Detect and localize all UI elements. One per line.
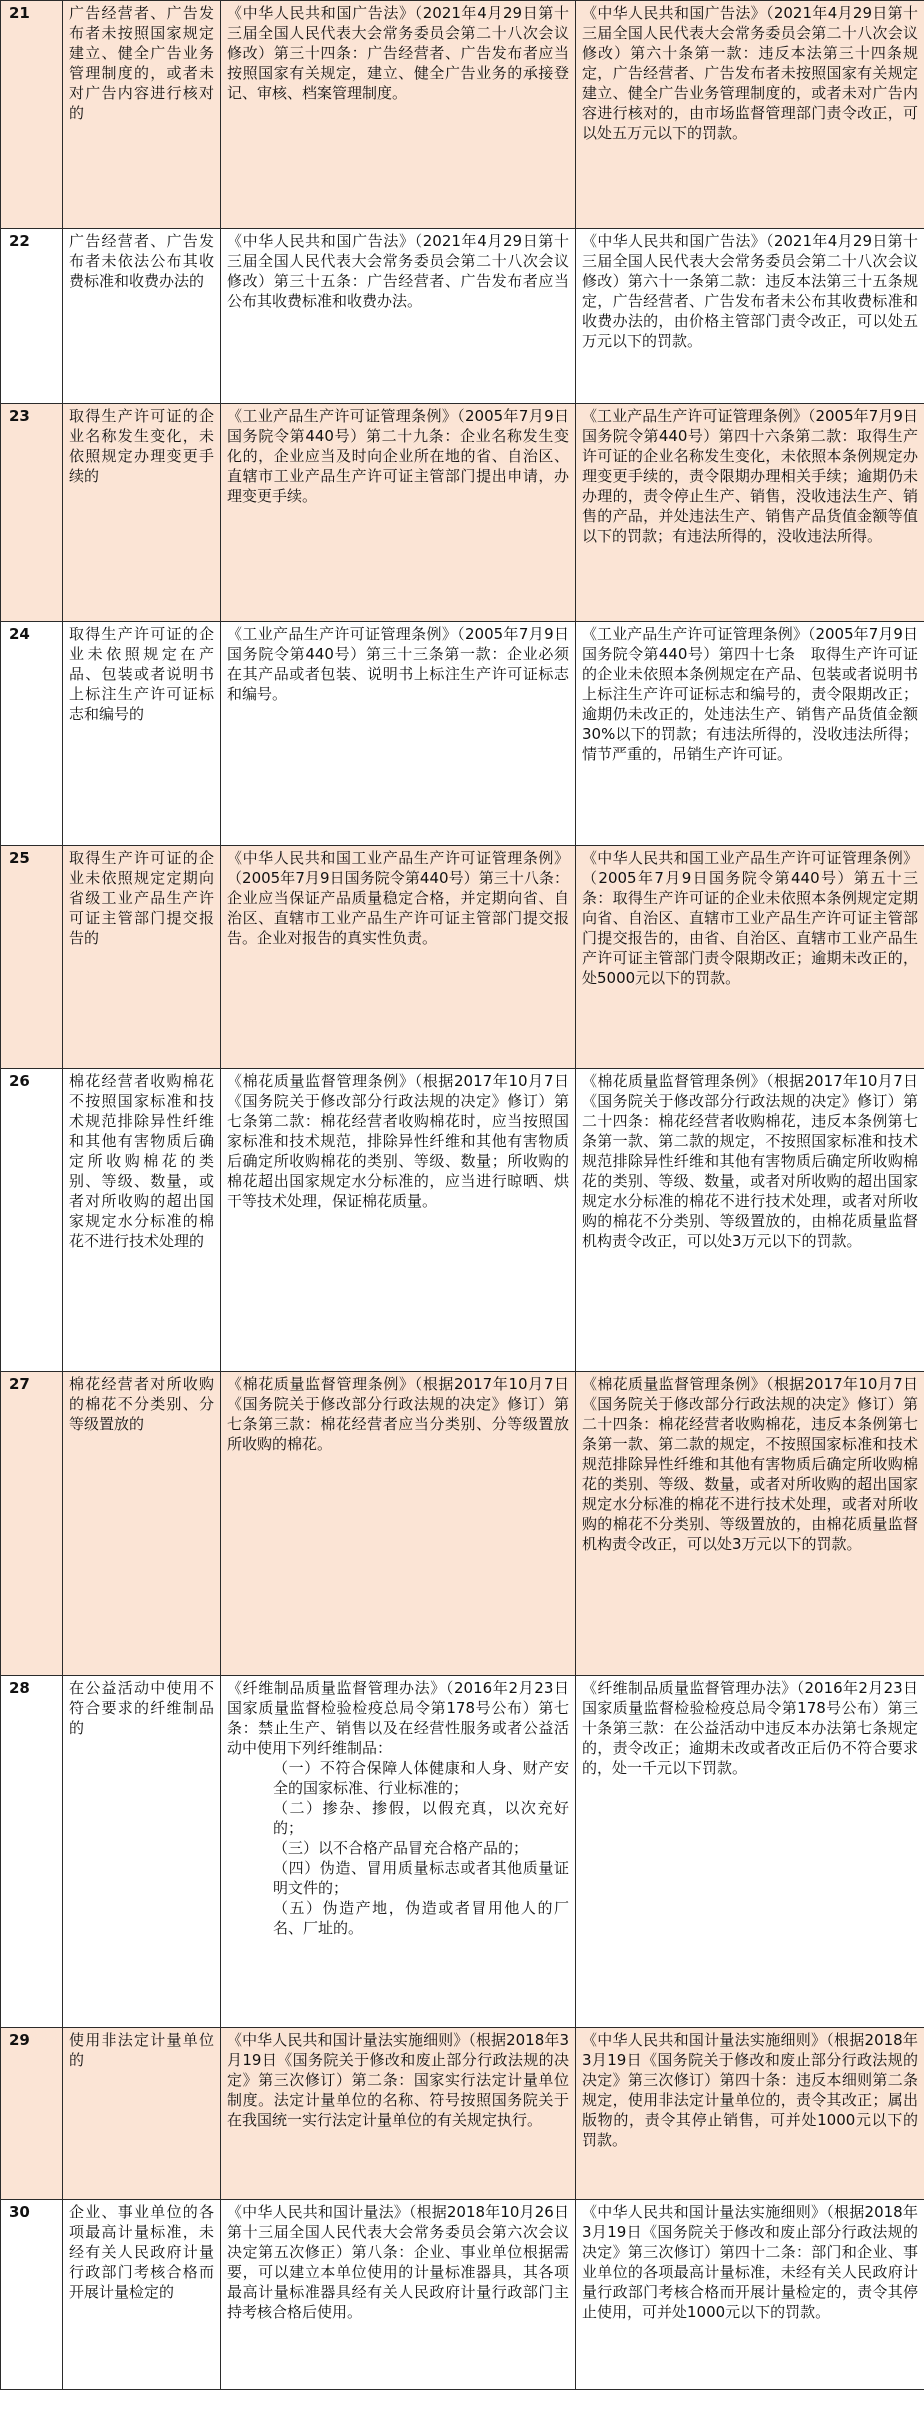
row-number: 23 [1, 404, 63, 622]
legal-basis: 《中华人民共和国工业产品生产许可证管理条例》（2005年7月9日国务院令第440号）第三十八条：企业应当保证产品质量稳定合格，并定期向省、自治区、直辖市工业产品生产许可证主管部门提交报告。企业对报告的真实性负责。 [221, 846, 576, 1069]
row-number: 24 [1, 622, 63, 846]
legal-basis-item: （四）伪造、冒用质量标志或者其他质量证明文件的； [273, 1859, 569, 1897]
legal-basis: 《棉花质量监督管理条例》（根据2017年10月7日《国务院关于修改部分行政法规的决定》修订）第七条第三款：棉花经营者应当分类别、分等级置放所收购的棉花。 [221, 1372, 576, 1676]
legal-basis: 《中华人民共和国计量法》（根据2018年10月26日第十三届全国人民代表大会常务委员会第六次会议决定第五次修正）第八条：企业、事业单位根据需要，可以建立本单位使用的计量标准器具，其各项最高计量标准器具经有关人民政府计量行政部门主持考核合格后使用。 [221, 2200, 576, 2390]
table-row [1, 1069, 924, 1372]
table-row [1, 1, 924, 229]
legal-basis: 《中华人民共和国广告法》（2021年4月29日第十三届全国人民代表大会常务委员会第二十八次会议修改）第三十四条：广告经营者、广告发布者应当按照国家有关规定，建立、健全广告业务的承接登记、审核、档案管理制度。 [221, 1, 576, 229]
penalty-provision: 《中华人民共和国广告法》（2021年4月29日第十三届全国人民代表大会常务委员会第二十八次会议修改）第六十条第一款：违反本法第三十四条规定，广告经营者、广告发布者未按照国家有关规定建立、健全广告业务管理制度的，或者未对广告内容进行核对的，由市场监督管理部门责令改正，可以处五万元以下的罚款。 [576, 1, 924, 229]
legal-basis: 《棉花质量监督管理条例》（根据2017年10月7日《国务院关于修改部分行政法规的决定》修订）第七条第二款：棉花经营者收购棉花时，应当按照国家标准和技术规范，排除异性纤维和其他有害物质后确定所收购棉花的类别、等级、数量；所收购的棉花超出国家规定水分标准的，应当进行晾晒、烘干等技术处理，保证棉花质量。 [221, 1069, 576, 1372]
violation-description: 取得生产许可证的企业名称发生变化，未依照规定办理变更手续的 [63, 404, 221, 622]
row-number: 22 [1, 229, 63, 404]
penalty-provision: 《中华人民共和国工业产品生产许可证管理条例》（2005年7月9日国务院令第440号）第五十三条：取得生产许可证的企业未依照本条例规定定期向省、自治区、直辖市工业产品生产许可证主管部门提交报告的，由省、自治区、直辖市工业产品生产许可证主管部门责令限期改正；逾期未改正的，处5000元以下的罚款。 [576, 846, 924, 1069]
penalty-provision: 《中华人民共和国计量法实施细则》（根据2018年3月19日《国务院关于修改和废止部分行政法规的决定》第三次修订）第四十二条：部门和企业、事业单位的各项最高计量标准，未经有关人民政府计量行政部门考核合格而开展计量检定的，责令其停止使用，可并处1000元以下的罚款。 [576, 2200, 924, 2390]
penalty-provision: 《棉花质量监督管理条例》（根据2017年10月7日《国务院关于修改部分行政法规的决定》修订）第二十四条：棉花经营者收购棉花，违反本条例第七条第一款、第二款的规定，不按照国家标准和技术规范排除异性纤维和其他有害物质后确定所收购棉花的类别、等级、数量，或者对所收购的超出国家规定水分标准的棉花不进行技术处理，或者对所收购的棉花不分类别、等级置放的，由棉花质量监督机构责令改正，可以处3万元以下的罚款。 [576, 1069, 924, 1372]
violation-description: 取得生产许可证的企业未依照规定在产品、包装或者说明书上标注生产许可证标志和编号的 [63, 622, 221, 846]
table-row [1, 229, 924, 404]
legal-basis: 《工业产品生产许可证管理条例》（2005年7月9日国务院令第440号）第二十九条：企业名称发生变化的，企业应当及时向企业所在地的省、自治区、直辖市工业产品生产许可证主管部门提出申请，办理变更手续。 [221, 404, 576, 622]
violation-description: 广告经营者、广告发布者未依法公布其收费标准和收费办法的 [63, 229, 221, 404]
penalty-provision: 《纤维制品质量监督管理办法》（2016年2月23日国家质量监督检验检疫总局令第178号公布）第三十条第三款：在公益活动中违反本办法第七条规定的，责令改正；逾期未改或者改正后仍不符合要求的，处一千元以下罚款。 [576, 1676, 924, 2028]
row-number: 25 [1, 846, 63, 1069]
violation-description: 在公益活动中使用不符合要求的纤维制品的 [63, 1676, 221, 2028]
legal-basis [221, 1676, 576, 2028]
violation-description: 棉花经营者收购棉花不按照国家标准和技术规范排除异性纤维和其他有害物质后确定所收购棉花的类别、等级、数量，或者对所收购的超出国家规定水分标准的棉花不进行技术处理的 [63, 1069, 221, 1372]
legal-basis-item: （二）掺杂、掺假，以假充真，以次充好的； [273, 1799, 569, 1837]
table-row [1, 2200, 924, 2390]
legal-basis-item: （五）伪造产地，伪造或者冒用他人的厂名、厂址的。 [273, 1899, 569, 1937]
violation-description: 企业、事业单位的各项最高计量标准，未经有关人民政府计量行政部门考核合格而开展计量检定的 [63, 2200, 221, 2390]
legal-basis: 《中华人民共和国计量法实施细则》（根据2018年3月19日《国务院关于修改和废止部分行政法规的决定》第三次修订）第二条：国家实行法定计量单位制度。法定计量单位的名称、符号按照国务院关于在我国统一实行法定计量单位的有关规定执行。 [221, 2028, 576, 2200]
row-number: 21 [1, 1, 63, 229]
table-row [1, 1372, 924, 1676]
row-number: 27 [1, 1372, 63, 1676]
legal-basis-item: （一）不符合保障人体健康和人身、财产安全的国家标准、行业标准的； [273, 1759, 569, 1797]
legal-basis-intro: 《纤维制品质量监督管理办法》（2016年2月23日国家质量监督检验检疫总局令第178号公布）第七条：禁止生产、销售以及在经营性服务或者公益活动中使用下列纤维制品： [227, 1679, 569, 1757]
row-number: 28 [1, 1676, 63, 2028]
row-number: 29 [1, 2028, 63, 2200]
table-row [1, 622, 924, 846]
table-row [1, 404, 924, 622]
legal-basis: 《工业产品生产许可证管理条例》（2005年7月9日国务院令第440号）第三十三条第一款：企业必须在其产品或者包装、说明书上标注生产许可证标志和编号。 [221, 622, 576, 846]
legal-basis: 《中华人民共和国广告法》（2021年4月29日第十三届全国人民代表大会常务委员会第二十八次会议修改）第三十五条：广告经营者、广告发布者应当公布其收费标准和收费办法。 [221, 229, 576, 404]
legal-basis-item: （三）以不合格产品冒充合格产品的； [273, 1839, 529, 1857]
penalty-provision: 《工业产品生产许可证管理条例》（2005年7月9日国务院令第440号）第四十六条第二款：取得生产许可证的企业名称发生变化，未依照本条例规定办理变更手续的，责令限期办理相关手续；逾期仍未办理的，责令停止生产、销售，没收违法生产、销售的产品，并处违法生产、销售产品货值金额等值以下的罚款；有违法所得的，没收违法所得。 [576, 404, 924, 622]
penalty-provision: 《棉花质量监督管理条例》（根据2017年10月7日《国务院关于修改部分行政法规的决定》修订）第二十四条：棉花经营者收购棉花，违反本条例第七条第一款、第二款的规定，不按照国家标准和技术规范排除异性纤维和其他有害物质后确定所收购棉花的类别、等级、数量，或者对所收购的超出国家规定水分标准的棉花不进行技术处理，或者对所收购的棉花不分类别、等级置放的，由棉花质量监督机构责令改正，可以处3万元以下的罚款。 [576, 1372, 924, 1676]
row-number: 26 [1, 1069, 63, 1372]
violation-description: 广告经营者、广告发布者未按照国家规定建立、健全广告业务管理制度的，或者未对广告内容进行核对的 [63, 1, 221, 229]
violation-description: 取得生产许可证的企业未依照规定定期向省级工业产品生产许可证主管部门提交报告的 [63, 846, 221, 1069]
table-row [1, 846, 924, 1069]
table-row [1, 2028, 924, 2200]
penalty-provision: 《中华人民共和国广告法》（2021年4月29日第十三届全国人民代表大会常务委员会第二十八次会议修改）第六十一条第二款：违反本法第三十五条规定，广告经营者、广告发布者未公布其收费标准和收费办法的，由价格主管部门责令改正，可以处五万元以下的罚款。 [576, 229, 924, 404]
penalty-provision: 《中华人民共和国计量法实施细则》（根据2018年3月19日《国务院关于修改和废止部分行政法规的决定》第三次修订）第四十条：违反本细则第二条规定，使用非法定计量单位的，责令其改正；属出版物的，责令其停止销售，可并处1000元以下的罚款。 [576, 2028, 924, 2200]
table-row [1, 1676, 924, 2028]
row-number: 30 [1, 2200, 63, 2390]
violation-description: 棉花经营者对所收购的棉花不分类别、分等级置放的 [63, 1372, 221, 1676]
penalty-provision: 《工业产品生产许可证管理条例》（2005年7月9日国务院令第440号）第四十七条 取得生产许可证的企业未依照本条例规定在产品、包装或者说明书上标注生产许可证标志和编号的，责令限期改正；逾期仍未改正的，处违法生产、销售产品货值金额30%以下的罚款；有违法所得的，没收违法所得；情节严重的，吊销生产许可证。 [576, 622, 924, 846]
violation-description: 使用非法定计量单位的 [63, 2028, 221, 2200]
